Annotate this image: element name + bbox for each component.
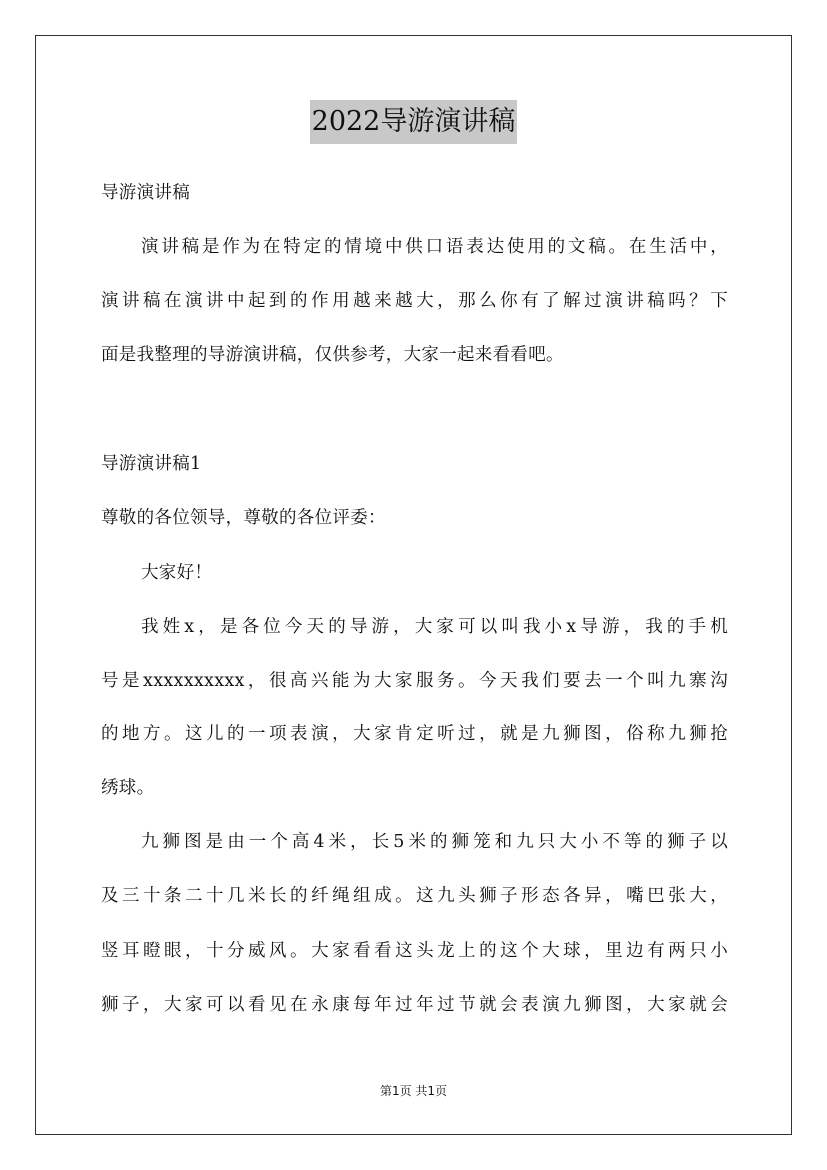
paragraph-line: 面是我整理的导游演讲稿，仅供参考，大家一起来看看吧。 — [101, 345, 564, 365]
document-title: 2022导游演讲稿 — [310, 100, 518, 144]
paragraph-line: 号是xxxxxxxxxx，很高兴能为大家服务。今天我们要去一个叫九寨沟 — [101, 671, 728, 691]
section-heading: 导游演讲稿 — [101, 183, 190, 203]
paragraph-line: 演讲稿是作为在特定的情境中供口语表达使用的文稿。在生活中， — [141, 237, 728, 257]
salutation-line: 尊敬的各位领导，尊敬的各位评委： — [101, 508, 386, 528]
document-title-wrap — [0, 100, 827, 144]
paragraph-line: 我姓x，是各位今天的导游，大家可以叫我小x导游，我的手机 — [141, 617, 728, 637]
paragraph-line: 九狮图是由一个高4米，长5米的狮笼和九只大小不等的狮子以 — [141, 832, 728, 852]
paragraph-line: 演讲稿在演讲中起到的作用越来越大，那么你有了解过演讲稿吗？下 — [101, 291, 728, 311]
greeting-line: 大家好！ — [141, 563, 213, 583]
page-footer: 第1页 共1页 — [379, 1084, 448, 1098]
paragraph-line: 及三十条二十几米长的纤绳组成。这九头狮子形态各异，嘴巴张大， — [101, 886, 728, 906]
paragraph-line: 竖耳瞪眼，十分威风。大家看看这头龙上的这个大球，里边有两只小 — [101, 941, 728, 961]
paragraph-line: 绣球。 — [101, 778, 155, 798]
paragraph-line: 狮子，大家可以看见在永康每年过年过节就会表演九狮图，大家就会 — [101, 995, 728, 1015]
paragraph-line: 的地方。这儿的一项表演，大家肯定听过，就是九狮图，俗称九狮抢 — [101, 724, 728, 744]
section-heading: 导游演讲稿1 — [101, 454, 202, 474]
